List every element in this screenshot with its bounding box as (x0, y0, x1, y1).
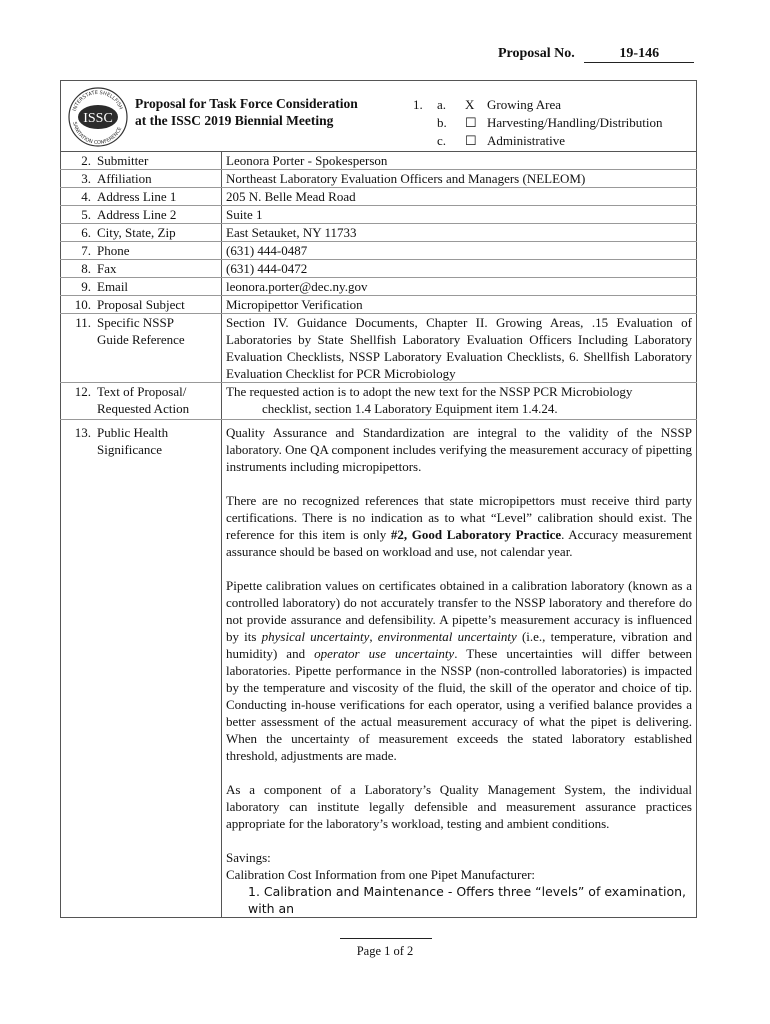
category-checklist (413, 96, 662, 150)
field-label: Address Line 2 (97, 207, 177, 222)
guide-reference-value: Section IV. Guidance Documents, Chapter II. Growing Areas, .15 Evaluation of Laboratories by State Shellfish Laboratory Evaluation Officers Including Laboratory Evaluation Checklists, NSSP Laboratory Evaluation Checklists, 6. Shellfish Laboratory Evaluation Checklist for PCR Microbiology (222, 314, 697, 383)
table-row: 6. City, State, Zip East Setauket, NY 11733 (61, 224, 697, 242)
savings-heading: Savings: (226, 850, 271, 865)
category-option-b[interactable]: b. ☐ Harvesting/Handling/Distribution (437, 115, 663, 130)
checkbox-checked[interactable]: X (465, 97, 475, 112)
table-row: 8. Fax (631) 444-0472 (61, 260, 697, 278)
paragraph-qa: Quality Assurance and Standardization are integral to the validity of the NSSP laboratory. One QA component includes verifying the measurement accuracy of pipetting instruments including micropipettors. (226, 425, 692, 474)
proposal-form-table (60, 152, 697, 918)
category-option-a[interactable]: 1. a. X Growing Area (413, 97, 562, 112)
requested-action-value: The requested action is to adopt the new text for the NSSP PCR Microbiology checklist, section 1.4 Laboratory Equipment item 1.4.24. (222, 383, 697, 420)
field-label: Fax (97, 261, 117, 276)
public-health-row: 13. Public Health Significance Quality Assurance and Standardization are integral to the validity of the NSSP laboratory. One QA component includes verifying the measurement accuracy of pipetting instruments including micropipettors. There are no recognized references that state micropipettors must receive third party certifications. There is no indication as to what “Level” calibration should exist. The reference for this item is only #2, Good Laboratory Practice. Accuracy measurement assurance should be based on workload and use, not calendar year. Pipette calibration values on certificates obtained in a calibration laboratory (known as a controlled laboratory) do not accurately transfer to the NSSP laboratory and therefore do not provide assurance and defensibility. A pipette’s measurement accuracy is influenced by its physical uncertainty, environmental uncertainty (i.e., temperature, vibration and humidity) and operator use uncertainty. These uncertainties will differ between laboratories. Pipette performance in the NSSP (non-controlled laboratories) is impacted by the temperature and viscosity of the fluid, the skill of the operator and choice of tip. Conducting in-house verifications for each operator, using a verified balance provides a better assessment of the actual measurement accuracy of what the pipet is delivering. When the uncertainty of measurement exceeds the stated laboratory established threshold, adjustments are made. As a component of a Laboratory’s Quality Management System, the individual laboratory can institute legally defensible and measurement assurance practices appropriate for the laboratory’s workload, testing and ambient conditions. Savings: Calibration Cost Information from one Pipet Manufacturer: 1. Calibration and Maintenance - Offers three “levels” of examination, with an (61, 420, 697, 918)
footer-divider (340, 938, 432, 939)
title-line-1: Proposal for Task Force Consideration (135, 96, 358, 111)
paragraph-qms: As a component of a Laboratory’s Quality Management System, the individual laboratory can institute legally defensible and measurement assurance practices appropriate for the laboratory’s workload, testing and ambient conditions. (226, 782, 692, 831)
guide-reference-row: 11. Specific NSSP Guide Reference Section IV. Guidance Documents, Chapter II. Growing Areas, .15 Evaluation of Laboratories by State Shellfish Laboratory Evaluation Officers Including Laboratory Evaluation Checklists, NSSP Laboratory Evaluation Checklists, 6. Shellfish Laboratory Evaluation Checklist for PCR Microbiology (61, 314, 697, 383)
title-line-2: at the ISSC 2019 Biennial Meeting (135, 113, 334, 128)
proposal-number (498, 46, 694, 63)
field-value: Suite 1 (222, 206, 697, 224)
proposal-number-label: Proposal No. (498, 46, 575, 61)
category-number: 1. (413, 97, 423, 112)
field-value: Northeast Laboratory Evaluation Officers and Managers (NELEOM) (222, 170, 697, 188)
logo-text: ISSC (83, 111, 113, 126)
table-row: 7. Phone (631) 444-0487 (61, 242, 697, 260)
field-value: East Setauket, NY 11733 (222, 224, 697, 242)
category-option-c[interactable]: c. ☐ Administrative (437, 133, 565, 148)
field-label: Address Line 1 (97, 189, 177, 204)
public-health-value (222, 420, 697, 918)
field-label: Submitter (97, 153, 149, 168)
table-row: 2. Submitter Leonora Porter - Spokesperson (61, 152, 697, 170)
field-label: Proposal Subject (97, 297, 185, 312)
table-row: 3. Affiliation Northeast Laboratory Evaluation Officers and Managers (NELEOM) (61, 170, 697, 188)
logo-ring-bottom: SANITATION CONFERENCE (71, 121, 124, 147)
list-item: 1. Calibration and Maintenance - Offers three “levels” of examination, with an (248, 884, 687, 916)
field-value: (631) 444-0472 (222, 260, 697, 278)
checkbox-unchecked[interactable]: ☐ (465, 115, 477, 130)
table-row: 10. Proposal Subject Micropipettor Verification (61, 296, 697, 314)
page-number: Page 1 of 2 (356, 944, 414, 958)
paragraph-calibration: Pipette calibration values on certificates obtained in a calibration laboratory (known as a controlled laboratory) do not accurately transfer to the NSSP laboratory and therefore do not provide assurance and defensibility. A pipette’s measurement accuracy is influenced by its physical uncertainty, environmental uncertainty (i.e., temperature, vibration and humidity) and operator use uncertainty. These uncertainties will differ between laboratories. Pipette performance in the NSSP (non-controlled laboratories) is impacted by the temperature and viscosity of the fluid, the skill of the operator and choice of tip. Conducting in-house verifications for each operator, using a verified balance provides a better assessment of the actual measurement accuracy of what the pipet is delivering. When the uncertainty of measurement exceeds the stated laboratory established threshold, adjustments are made. (226, 578, 692, 763)
field-label: Phone (97, 243, 130, 258)
field-value: Leonora Porter - Spokesperson (222, 152, 697, 170)
proposal-header (60, 80, 697, 152)
proposal-title (135, 95, 358, 129)
table-row: 4. Address Line 1 205 N. Belle Mead Road (61, 188, 697, 206)
field-value: leonora.porter@dec.ny.gov (222, 278, 697, 296)
proposal-number-value: 19-146 (584, 46, 694, 63)
field-label: Email (97, 279, 129, 294)
table-row: 5. Address Line 2 Suite 1 (61, 206, 697, 224)
field-label: City, State, Zip (97, 225, 176, 240)
field-value: 205 N. Belle Mead Road (222, 188, 697, 206)
field-label: Affiliation (97, 171, 152, 186)
table-row: 9. Email leonora.porter@dec.ny.gov (61, 278, 697, 296)
requested-action-row: 12. Text of Proposal/ Requested Action The requested action is to adopt the new text for the NSSP PCR Microbiology checklist, section 1.4 Laboratory Equipment item 1.4.24. (61, 383, 697, 420)
calibration-cost-heading: Calibration Cost Information from one Pipet Manufacturer: (226, 867, 536, 882)
logo-ring-top: INTERSTATE SHELLFISH (71, 89, 124, 112)
paragraph-references: There are no recognized references that state micropipettors must receive third party certifications. There is no indication as to what “Level” calibration should exist. The reference for this item is only #2, Good Laboratory Practice. Accuracy measurement assurance should be based on workload and use, not calendar year. (226, 493, 693, 559)
field-value: Micropipettor Verification (222, 296, 697, 314)
issc-logo (67, 86, 129, 148)
field-value: (631) 444-0487 (222, 242, 697, 260)
checkbox-unchecked[interactable]: ☐ (465, 133, 477, 148)
